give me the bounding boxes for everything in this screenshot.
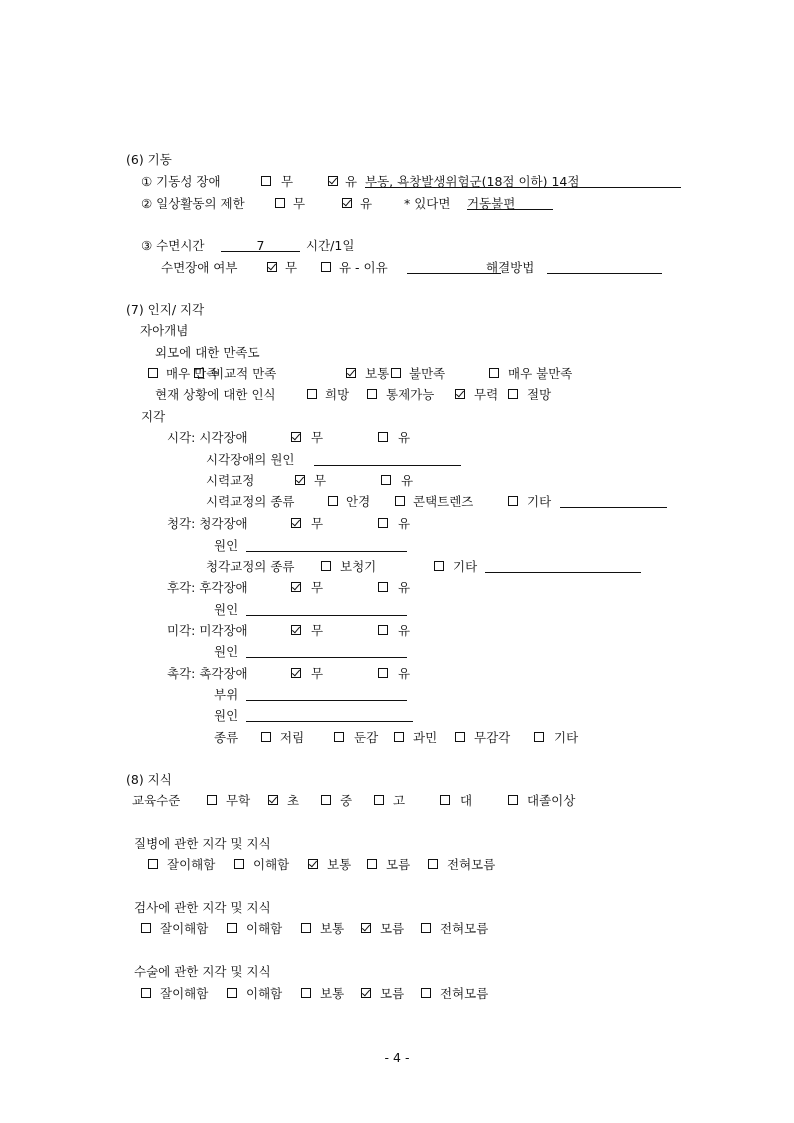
if-yes-label: * 있다면 — [404, 196, 451, 211]
test-knowledge-option-4-checkbox[interactable] — [361, 923, 371, 933]
vision-corr-yes-label: 유 — [401, 473, 414, 488]
sleep-yes-label: 유 - 이유 — [339, 260, 388, 275]
touch-cause-underline — [246, 721, 413, 722]
touch-yes-label: 유 — [398, 666, 411, 681]
education-option-4-checkbox[interactable] — [374, 795, 384, 805]
education-option-5-label: 대 — [460, 793, 473, 808]
surgery-knowledge-option-5-label: 전혀모름 — [440, 986, 489, 1001]
touch-type-option-1-label: 저림 — [280, 730, 305, 745]
situation-option-1-label: 희망 — [325, 387, 350, 402]
situation-option-2-checkbox[interactable] — [367, 389, 377, 399]
surgery-knowledge-label: 수술에 관한 지각 및 지식 — [134, 964, 271, 979]
mobility-impairment-label: ① 기동성 장애 — [141, 174, 221, 189]
touch-type-option-4-label: 무감각 — [474, 730, 511, 745]
sleep-solution-underline — [547, 273, 662, 274]
taste-cause-label: 원인 — [214, 644, 239, 659]
vision-corr-type-option-1-checkbox[interactable] — [328, 496, 338, 506]
current-situation-label: 현재 상황에 대한 인식 — [155, 387, 276, 402]
sleep-yes-checkbox[interactable] — [321, 262, 331, 272]
daily-activity-label: ② 일상활동의 제한 — [141, 196, 245, 211]
hearing-aid-checkbox[interactable] — [321, 561, 331, 571]
section-7-title: (7) 인지/ 지각 — [126, 302, 205, 317]
smell-no-checkbox[interactable] — [291, 582, 301, 592]
education-option-2-label: 초 — [287, 793, 300, 808]
education-option-6-label: 대졸이상 — [527, 793, 576, 808]
taste-cause-underline — [246, 657, 407, 658]
touch-type-option-2-checkbox[interactable] — [334, 732, 344, 742]
vision-yes-checkbox[interactable] — [378, 432, 388, 442]
hearing-corr-type-label: 청각교정의 종류 — [206, 559, 295, 574]
touch-type-label: 종류 — [214, 730, 239, 745]
test-knowledge-option-2-checkbox[interactable] — [227, 923, 237, 933]
hearing-other-underline — [485, 572, 641, 573]
hearing-label: 청각: 청각장애 — [167, 516, 248, 531]
situation-option-1-checkbox[interactable] — [307, 389, 317, 399]
sleep-no-checkbox[interactable] — [267, 262, 277, 272]
daily-note: 거동불편 — [467, 196, 516, 211]
disease-knowledge-option-5-label: 전혀모름 — [447, 857, 496, 872]
touch-label: 촉각: 촉각장애 — [167, 666, 248, 681]
disease-knowledge-option-4-checkbox[interactable] — [367, 859, 377, 869]
daily-no-label: 무 — [293, 196, 306, 211]
surgery-knowledge-option-5-checkbox[interactable] — [421, 988, 431, 998]
taste-yes-checkbox[interactable] — [378, 625, 388, 635]
touch-site-underline — [246, 700, 407, 701]
daily-yes-label: 유 — [360, 196, 373, 211]
education-option-1-checkbox[interactable] — [207, 795, 217, 805]
daily-note-underline — [467, 209, 553, 210]
taste-label: 미각: 미각장애 — [167, 623, 248, 638]
vision-corr-type-option-3-checkbox[interactable] — [508, 496, 518, 506]
touch-type-option-4-checkbox[interactable] — [455, 732, 465, 742]
education-label: 교육수준 — [132, 793, 181, 808]
appearance-option-5-checkbox[interactable] — [489, 368, 499, 378]
surgery-knowledge-option-4-checkbox[interactable] — [361, 988, 371, 998]
hearing-yes-label: 유 — [398, 516, 411, 531]
sleep-hours-label: ③ 수면시간 — [141, 238, 205, 253]
surgery-knowledge-option-3-label: 보통 — [320, 986, 345, 1001]
surgery-knowledge-option-3-checkbox[interactable] — [301, 988, 311, 998]
taste-no-checkbox[interactable] — [291, 625, 301, 635]
touch-type-option-3-checkbox[interactable] — [394, 732, 404, 742]
vision-corr-type-option-1-label: 안경 — [346, 494, 371, 509]
touch-type-option-3-label: 과민 — [413, 730, 438, 745]
vision-corr-no-checkbox[interactable] — [295, 475, 305, 485]
vision-cause-label: 시각장애의 원인 — [206, 452, 295, 467]
perception-label: 지각 — [141, 409, 166, 424]
education-option-4-label: 고 — [393, 793, 406, 808]
sleep-hours-underline — [221, 251, 300, 252]
smell-yes-label: 유 — [398, 580, 411, 595]
touch-type-option-5-checkbox[interactable] — [534, 732, 544, 742]
mobility-yes-checkbox[interactable] — [328, 176, 338, 186]
sleep-hours-unit: 시간/1일 — [306, 238, 355, 253]
hearing-aid-label: 보청기 — [340, 559, 377, 574]
hearing-no-checkbox[interactable] — [291, 518, 301, 528]
situation-option-4-checkbox[interactable] — [508, 389, 518, 399]
vision-corr-type-option-3-label: 기타 — [527, 494, 552, 509]
touch-type-option-1-checkbox[interactable] — [261, 732, 271, 742]
appearance-option-3-checkbox[interactable] — [346, 368, 356, 378]
situation-option-4-label: 절망 — [527, 387, 552, 402]
appearance-option-4-label: 불만족 — [409, 366, 446, 381]
disease-knowledge-label: 질병에 관한 지각 및 지식 — [134, 836, 271, 851]
sleep-hours-value: 7 — [256, 238, 265, 253]
hearing-other-label: 기타 — [453, 559, 478, 574]
smell-cause-label: 원인 — [214, 602, 239, 617]
disease-knowledge-option-3-label: 보통 — [327, 857, 352, 872]
vision-no-label: 무 — [311, 430, 324, 445]
touch-cause-label: 원인 — [214, 708, 239, 723]
sleep-disorder-label: 수면장애 여부 — [161, 260, 238, 275]
appearance-option-1-label: 매우 만족 — [166, 366, 219, 381]
situation-option-2-label: 통제가능 — [386, 387, 435, 402]
surgery-knowledge-option-1-label: 잘이해함 — [160, 986, 209, 1001]
daily-no-checkbox[interactable] — [275, 198, 285, 208]
mobility-note-underline — [365, 187, 681, 188]
appearance-option-2-label: 비교적 만족 — [212, 366, 277, 381]
vision-label: 시각: 시각장애 — [167, 430, 248, 445]
taste-yes-label: 유 — [398, 623, 411, 638]
disease-knowledge-option-5-checkbox[interactable] — [428, 859, 438, 869]
mobility-note: 부동, 욕창발생위험군(18점 이하) 14점 — [365, 174, 580, 189]
section-8-title: (8) 지식 — [126, 772, 172, 787]
appearance-option-5-label: 매우 불만족 — [508, 366, 573, 381]
test-knowledge-option-1-label: 잘이해함 — [160, 921, 209, 936]
section-6-title: (6) 기동 — [126, 152, 172, 167]
test-knowledge-option-2-label: 이해함 — [246, 921, 283, 936]
self-concept-label: 자아개념 — [140, 323, 189, 338]
sleep-no-label: 무 — [285, 260, 298, 275]
appearance-option-2-checkbox[interactable] — [194, 368, 204, 378]
surgery-knowledge-option-1-checkbox[interactable] — [141, 988, 151, 998]
disease-knowledge-option-3-checkbox[interactable] — [308, 859, 318, 869]
appearance-option-4-checkbox[interactable] — [391, 368, 401, 378]
education-option-3-label: 중 — [340, 793, 353, 808]
hearing-yes-checkbox[interactable] — [378, 518, 388, 528]
vision-no-checkbox[interactable] — [291, 432, 301, 442]
vision-corr-other-underline — [560, 507, 667, 508]
vision-corr-type-label: 시력교정의 종류 — [206, 494, 295, 509]
appearance-option-3-label: 보통 — [365, 366, 390, 381]
situation-option-3-label: 무력 — [474, 387, 499, 402]
education-option-2-checkbox[interactable] — [268, 795, 278, 805]
disease-knowledge-option-4-label: 모름 — [386, 857, 411, 872]
smell-cause-underline — [246, 615, 407, 616]
disease-knowledge-option-2-label: 이해함 — [253, 857, 290, 872]
vision-corr-no-label: 무 — [314, 473, 327, 488]
vision-cause-underline — [314, 465, 461, 466]
mobility-no-checkbox[interactable] — [261, 176, 271, 186]
surgery-knowledge-option-4-label: 모름 — [380, 986, 405, 1001]
vision-correction-label: 시력교정 — [206, 473, 255, 488]
hearing-no-label: 무 — [311, 516, 324, 531]
touch-yes-checkbox[interactable] — [378, 668, 388, 678]
disease-knowledge-option-1-label: 잘이해함 — [167, 857, 216, 872]
mobility-yes-label: 유 — [345, 174, 358, 189]
education-option-5-checkbox[interactable] — [440, 795, 450, 805]
smell-no-label: 무 — [311, 580, 324, 595]
vision-corr-yes-checkbox[interactable] — [381, 475, 391, 485]
touch-no-label: 무 — [311, 666, 324, 681]
touch-type-option-2-label: 둔감 — [354, 730, 379, 745]
test-knowledge-option-1-checkbox[interactable] — [141, 923, 151, 933]
surgery-knowledge-option-2-checkbox[interactable] — [227, 988, 237, 998]
page-number: - 4 - — [384, 1050, 410, 1065]
education-option-1-label: 무학 — [226, 793, 251, 808]
appearance-satisfaction-label: 외모에 대한 만족도 — [155, 345, 260, 360]
education-option-6-checkbox[interactable] — [508, 795, 518, 805]
education-option-3-checkbox[interactable] — [321, 795, 331, 805]
vision-corr-type-option-2-checkbox[interactable] — [395, 496, 405, 506]
disease-knowledge-option-2-checkbox[interactable] — [234, 859, 244, 869]
surgery-knowledge-option-2-label: 이해함 — [246, 986, 283, 1001]
test-knowledge-option-3-checkbox[interactable] — [301, 923, 311, 933]
mobility-no-label: 무 — [281, 174, 294, 189]
disease-knowledge-option-1-checkbox[interactable] — [148, 859, 158, 869]
hearing-other-checkbox[interactable] — [434, 561, 444, 571]
test-knowledge-option-5-checkbox[interactable] — [421, 923, 431, 933]
smell-label: 후각: 후각장애 — [167, 580, 248, 595]
touch-no-checkbox[interactable] — [291, 668, 301, 678]
vision-yes-label: 유 — [398, 430, 411, 445]
hearing-cause-underline — [246, 551, 407, 552]
taste-no-label: 무 — [311, 623, 324, 638]
daily-yes-checkbox[interactable] — [342, 198, 352, 208]
hearing-cause-label: 원인 — [214, 538, 239, 553]
vision-corr-type-option-2-label: 콘택트렌즈 — [413, 494, 474, 509]
appearance-option-1-checkbox[interactable] — [148, 368, 158, 378]
test-knowledge-option-3-label: 보통 — [320, 921, 345, 936]
smell-yes-checkbox[interactable] — [378, 582, 388, 592]
touch-type-option-5-label: 기타 — [554, 730, 579, 745]
test-knowledge-option-4-label: 모름 — [380, 921, 405, 936]
touch-site-label: 부위 — [214, 687, 239, 702]
situation-option-3-checkbox[interactable] — [455, 389, 465, 399]
test-knowledge-option-5-label: 전혀모름 — [440, 921, 489, 936]
sleep-solution-label: 해결방법 — [486, 260, 535, 275]
test-knowledge-label: 검사에 관한 지각 및 지식 — [134, 900, 271, 915]
